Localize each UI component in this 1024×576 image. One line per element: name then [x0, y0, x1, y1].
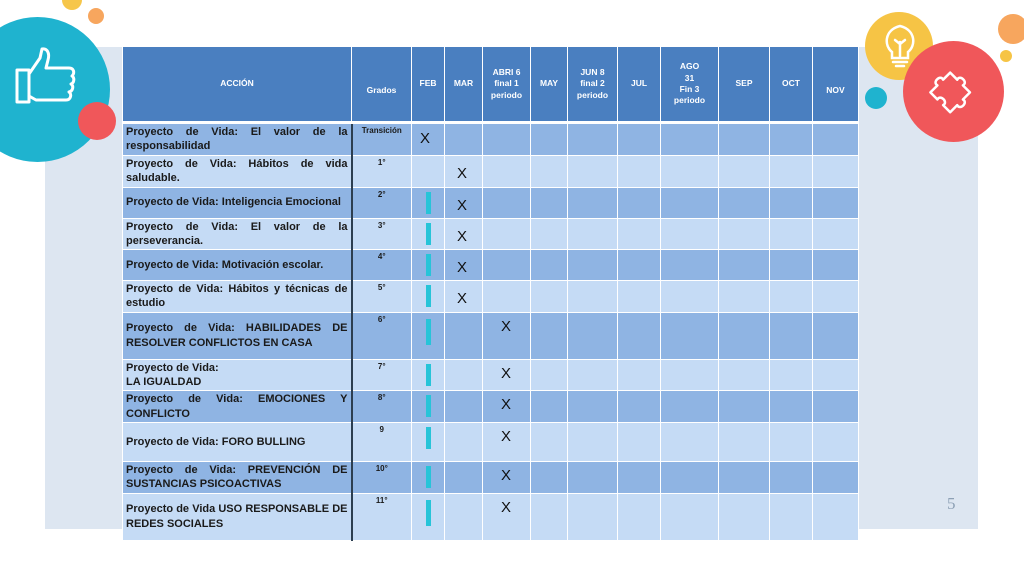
decor-circle-teal-small — [865, 87, 887, 109]
cell-abr — [483, 218, 531, 250]
cell-sep — [719, 493, 770, 540]
row-accion: Proyecto de Vida: HABILIDADES DE RESOLVER CONFLICTOS EN CASA — [123, 312, 352, 359]
schedule-mark: X — [501, 466, 512, 484]
cell-nov — [813, 391, 859, 423]
cell-feb — [412, 155, 445, 187]
header-month-line: JUL — [630, 78, 648, 89]
row-accion: Proyecto de Vida: Hábitos y técnicas de estudio — [123, 281, 352, 313]
row-accion: Proyecto de Vida: FORO BULLING — [123, 422, 352, 461]
header-month-nov — [813, 47, 859, 123]
cell-feb — [412, 312, 445, 359]
row-accion: Proyecto de Vida: LA IGUALDAD — [123, 359, 352, 391]
cell-feb — [412, 422, 445, 461]
cell-sep — [719, 461, 770, 493]
cell-oct — [770, 250, 813, 281]
header-month-line: FEB — [419, 78, 437, 89]
table-body — [123, 123, 859, 541]
row-accion: Proyecto de Vida: Inteligencia Emocional — [123, 187, 352, 218]
cell-feb — [412, 461, 445, 493]
row-accion: Proyecto de Vida: El valor de la responsabilidad — [123, 123, 352, 156]
cell-jul — [618, 155, 661, 187]
progress-bar-marker — [426, 466, 431, 488]
cell-abr — [483, 493, 531, 540]
cell-mar — [445, 359, 483, 391]
cell-ago — [661, 218, 719, 250]
header-month-jul — [618, 47, 661, 123]
cell-oct — [770, 493, 813, 540]
cell-ago — [661, 187, 719, 218]
cell-abr — [483, 281, 531, 313]
header-accion: ACCIÓN — [123, 47, 352, 123]
schedule-mark: X — [457, 164, 468, 182]
cell-ago — [661, 493, 719, 540]
cell-jul — [618, 123, 661, 156]
schedule-mark: X — [457, 259, 468, 277]
cell-may — [531, 493, 568, 540]
table-row — [123, 461, 859, 493]
header-month-line: periodo — [576, 89, 609, 100]
decor-circle-orange-small — [998, 14, 1024, 44]
cell-jul — [618, 461, 661, 493]
cell-oct — [770, 281, 813, 313]
table-row — [123, 187, 859, 218]
row-accion: Proyecto de Vida: Hábitos de vida saludable. — [123, 155, 352, 187]
cell-ago — [661, 123, 719, 156]
cell-jul — [618, 187, 661, 218]
header-month-line: MAR — [453, 78, 474, 89]
cell-abr — [483, 312, 531, 359]
header-month-line: ABRI 6 — [492, 66, 521, 77]
cell-mar — [445, 312, 483, 359]
header-month-mar — [445, 47, 483, 123]
decor-circle-orange — [88, 8, 104, 24]
cell-oct — [770, 187, 813, 218]
table-row — [123, 359, 859, 391]
cell-mar — [445, 493, 483, 540]
header-month-jun — [568, 47, 618, 123]
schedule-mark: X — [501, 364, 512, 382]
cell-ago — [661, 155, 719, 187]
table-row — [123, 391, 859, 423]
cell-jul — [618, 391, 661, 423]
header-month-line: JUN 8 — [580, 66, 605, 77]
progress-bar-marker — [426, 427, 431, 449]
cell-ago — [661, 281, 719, 313]
cell-may — [531, 461, 568, 493]
cell-may — [531, 155, 568, 187]
cell-oct — [770, 391, 813, 423]
cell-nov — [813, 312, 859, 359]
cell-sep — [719, 218, 770, 250]
cell-jun — [568, 493, 618, 540]
cell-feb — [412, 187, 445, 218]
header-month-line: OCT — [782, 78, 800, 89]
header-month-ago — [661, 47, 719, 123]
header-month-oct — [770, 47, 813, 123]
progress-bar-marker — [426, 395, 431, 417]
cell-may — [531, 391, 568, 423]
row-grado: 5° — [352, 281, 412, 313]
cell-oct — [770, 422, 813, 461]
cell-oct — [770, 218, 813, 250]
cell-nov — [813, 281, 859, 313]
cell-mar — [445, 281, 483, 313]
table-row — [123, 312, 859, 359]
cell-abr — [483, 461, 531, 493]
page-number: 5 — [947, 494, 956, 513]
cell-feb — [412, 281, 445, 313]
cell-may — [531, 187, 568, 218]
cell-jul — [618, 359, 661, 391]
table-row — [123, 123, 859, 156]
cell-jun — [568, 281, 618, 313]
cell-may — [531, 422, 568, 461]
cell-nov — [813, 218, 859, 250]
cell-jul — [618, 312, 661, 359]
cell-may — [531, 359, 568, 391]
table-row — [123, 155, 859, 187]
header-month-feb — [412, 47, 445, 123]
table-row — [123, 493, 859, 540]
cell-may — [531, 281, 568, 313]
row-accion: Proyecto de Vida: PREVENCIÓN DE SUSTANCIAS PSICOACTIVAS — [123, 461, 352, 493]
table-header-row — [123, 47, 859, 123]
header-month-sep — [719, 47, 770, 123]
cell-jul — [618, 281, 661, 313]
header-month-line: periodo — [673, 95, 706, 106]
row-accion: Proyecto de Vida: El valor de la perseverancia. — [123, 218, 352, 250]
cell-oct — [770, 155, 813, 187]
header-month-abr — [483, 47, 531, 123]
cell-jun — [568, 218, 618, 250]
lightbulb-icon — [880, 22, 920, 75]
cell-abr — [483, 391, 531, 423]
cell-abr — [483, 155, 531, 187]
cell-oct — [770, 359, 813, 391]
decor-circle — [62, 0, 82, 10]
cell-jun — [568, 155, 618, 187]
schedule-mark: X — [457, 227, 468, 245]
row-accion: Proyecto de Vida: EMOCIONES Y CONFLICTO — [123, 391, 352, 423]
cell-jun — [568, 461, 618, 493]
project-schedule-table — [122, 46, 859, 541]
cell-jul — [618, 218, 661, 250]
schedule-mark: X — [501, 396, 512, 414]
cell-sep — [719, 281, 770, 313]
cell-feb — [412, 218, 445, 250]
cell-jul — [618, 493, 661, 540]
row-grado: 6° — [352, 312, 412, 359]
cell-sep — [719, 359, 770, 391]
cell-mar — [445, 250, 483, 281]
cell-abr — [483, 359, 531, 391]
row-grado: 8° — [352, 391, 412, 423]
cell-jul — [618, 250, 661, 281]
header-month-line: SEP — [735, 78, 753, 89]
progress-bar-marker — [426, 285, 431, 307]
cell-nov — [813, 250, 859, 281]
cell-feb — [412, 359, 445, 391]
cell-nov — [813, 359, 859, 391]
cell-mar — [445, 422, 483, 461]
header-month-line: 31 — [684, 72, 695, 83]
row-grado: 1° — [352, 155, 412, 187]
cell-ago — [661, 359, 719, 391]
cell-ago — [661, 391, 719, 423]
cell-feb — [412, 123, 445, 156]
cell-nov — [813, 422, 859, 461]
table-row — [123, 250, 859, 281]
schedule-mark: X — [501, 427, 512, 445]
cell-mar — [445, 187, 483, 218]
row-grado: 10° — [352, 461, 412, 493]
cell-jun — [568, 422, 618, 461]
row-accion: Proyecto de Vida USO RESPONSABLE DE REDES SOCIALES — [123, 493, 352, 540]
cell-sep — [719, 123, 770, 156]
header-month-line: MAY — [539, 78, 559, 89]
table-row — [123, 218, 859, 250]
cell-mar — [445, 461, 483, 493]
row-grado: 4° — [352, 250, 412, 281]
cell-feb — [412, 493, 445, 540]
progress-bar-marker — [426, 223, 431, 245]
cell-jun — [568, 250, 618, 281]
cell-sep — [719, 187, 770, 218]
table-row — [123, 281, 859, 313]
header-month-line: periodo — [490, 89, 523, 100]
cell-ago — [661, 312, 719, 359]
header-grados: Grados — [352, 47, 412, 123]
cell-jun — [568, 312, 618, 359]
cell-feb — [412, 250, 445, 281]
cell-may — [531, 312, 568, 359]
puzzle-icon — [928, 66, 978, 121]
progress-bar-marker — [426, 364, 431, 386]
cell-jul — [618, 422, 661, 461]
cell-jun — [568, 359, 618, 391]
cell-mar — [445, 391, 483, 423]
cell-may — [531, 250, 568, 281]
cell-ago — [661, 422, 719, 461]
schedule-mark: X — [420, 130, 431, 147]
cell-oct — [770, 461, 813, 493]
cell-mar — [445, 218, 483, 250]
progress-bar-marker — [426, 500, 431, 526]
progress-bar-marker — [426, 192, 431, 214]
row-accion: Proyecto de Vida: Motivación escolar. — [123, 250, 352, 281]
schedule-mark: X — [501, 498, 512, 516]
cell-mar — [445, 155, 483, 187]
cell-abr — [483, 250, 531, 281]
cell-ago — [661, 250, 719, 281]
cell-nov — [813, 187, 859, 218]
cell-may — [531, 218, 568, 250]
cell-nov — [813, 155, 859, 187]
row-grado: 2° — [352, 187, 412, 218]
row-grado: 7° — [352, 359, 412, 391]
header-month-line: NOV — [826, 85, 845, 96]
schedule-mark: X — [457, 196, 468, 214]
cell-sep — [719, 155, 770, 187]
cell-jun — [568, 187, 618, 218]
cell-sep — [719, 391, 770, 423]
row-grado: 3° — [352, 218, 412, 250]
row-grado: 11° — [352, 493, 412, 540]
progress-bar-marker — [426, 254, 431, 276]
progress-bar-marker — [426, 319, 431, 345]
cell-nov — [813, 461, 859, 493]
cell-abr — [483, 123, 531, 156]
cell-sep — [719, 312, 770, 359]
cell-sep — [719, 422, 770, 461]
header-month-may — [531, 47, 568, 123]
thumbs-up-icon — [14, 46, 78, 111]
cell-oct — [770, 123, 813, 156]
cell-may — [531, 123, 568, 156]
cell-oct — [770, 312, 813, 359]
cell-sep — [719, 250, 770, 281]
header-month-line: final 1 — [494, 78, 519, 89]
schedule-mark: X — [501, 317, 512, 335]
cell-mar — [445, 123, 483, 156]
cell-nov — [813, 493, 859, 540]
cell-nov — [813, 123, 859, 156]
cell-jun — [568, 391, 618, 423]
header-month-line: AGO — [679, 61, 700, 72]
header-month-line: Fin 3 — [679, 84, 700, 94]
cell-feb — [412, 391, 445, 423]
table-row — [123, 422, 859, 461]
decor-circle-red — [78, 102, 116, 140]
cell-ago — [661, 461, 719, 493]
row-grado: Transición — [352, 123, 412, 156]
decor-circle-yellow-small — [1000, 50, 1012, 62]
row-grado: 9 — [352, 422, 412, 461]
cell-abr — [483, 422, 531, 461]
cell-abr — [483, 187, 531, 218]
header-month-line: final 2 — [580, 78, 605, 89]
schedule-mark: X — [457, 290, 468, 308]
cell-jun — [568, 123, 618, 156]
